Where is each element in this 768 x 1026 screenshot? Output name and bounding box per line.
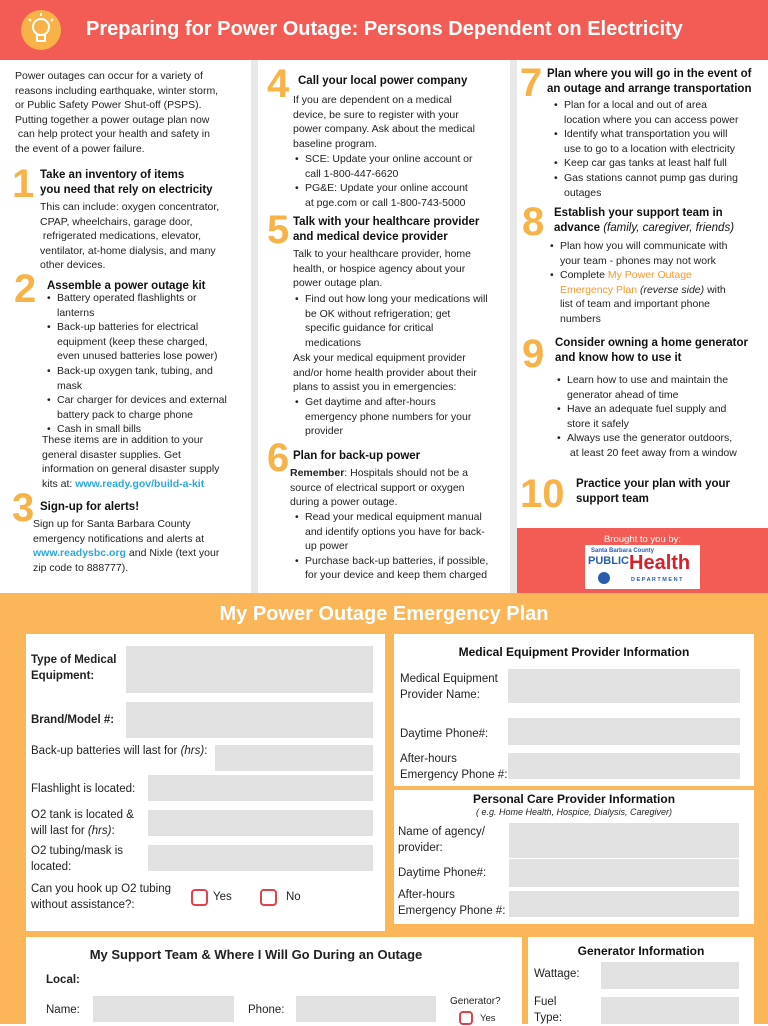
step-number-9: 9 (522, 332, 545, 376)
column-left (0, 60, 251, 593)
batteries-label: Back-up batteries will last for (hrs): (31, 745, 208, 757)
public-health-logo: Santa Barbara County PUBLIC Health D E P A R T M E N T (585, 545, 700, 589)
flashlight-label: Flashlight is located: (31, 783, 136, 795)
step-4-title: Call your local power company (298, 75, 468, 87)
step-3-body: Sign up for Santa Barbara County emergency notifications and alerts at www.readysbc.org and Nixle (text your zip code to 888777). (33, 518, 220, 574)
step-7-title: Plan where you will go in the event of an outage and arrange transportation (547, 68, 752, 95)
step-2-list (47, 291, 247, 437)
list-item: • Battery operated flashlights or lanterns (47, 291, 247, 320)
page-title: Preparing for Power Outage: Persons Dependent on Electricity (86, 18, 683, 40)
list-item: • Plan how you will communicate with your team - phones may not work (550, 239, 766, 268)
type-field[interactable] (126, 646, 373, 693)
step-number-2: 2 (14, 267, 37, 311)
medical-provider-title: Medical Equipment Provider Information (458, 645, 690, 659)
daytime-phone-field[interactable] (508, 718, 740, 745)
list-item: • Back-up batteries for electrical equipment (keep these charged, even unused batteries lose power) (47, 320, 247, 364)
personal-after-field[interactable] (509, 891, 739, 917)
header-banner (0, 0, 768, 60)
list-item: • Purchase back-up batteries, if possible, for your device and keep them charged (295, 554, 508, 583)
wattage-label: Wattage: (534, 968, 580, 980)
step-9-title: Consider owning a home generator and know how to use it (555, 337, 748, 364)
build-a-kit-link[interactable]: www.ready.gov/build-a-kit (75, 477, 205, 490)
step-4-list (295, 152, 508, 210)
step-5-list-1 (295, 292, 508, 350)
step-number-4: 4 (267, 62, 290, 106)
after-hours-label: After-hours Emergency Phone #: (400, 753, 508, 781)
o2tank-field[interactable] (148, 810, 373, 836)
yes-checkbox[interactable] (191, 889, 208, 906)
step-2-after: These items are in addition to your general disaster supplies. Get information on general disaster supply kits at: www.ready.gov/build-a-kit (42, 434, 220, 490)
step-4-body: If you are dependent on a medical device, be sure to register with your power company. Ask about the medical baseline program. (293, 94, 475, 150)
step-2-title: Assemble a power outage kit (47, 280, 206, 292)
step-5-list-2 (295, 395, 508, 439)
generator-yes-checkbox[interactable] (459, 1011, 473, 1025)
step-6-body: Remember: Hospitals should not be a source of electrical support or oxygen during a power outage. (290, 467, 469, 509)
step-number-1: 1 (12, 162, 35, 206)
list-item: • Car charger for devices and external battery pack to charge phone (47, 393, 247, 422)
seal-icon (598, 572, 610, 584)
list-item: • Always use the generator outdoors, at least 20 feet away from a window (557, 431, 767, 460)
list-item: • Back-up oxygen tank, tubing, and mask (47, 364, 247, 393)
step-8-list (550, 239, 766, 327)
step-9-list (557, 373, 767, 461)
generator-panel (528, 937, 754, 1024)
list-item: • Have an adequate fuel supply and store it safely (557, 402, 767, 431)
credit-text: Brought to you by: (603, 534, 682, 545)
provider-name-field[interactable] (508, 669, 740, 703)
step-number-7: 7 (520, 61, 543, 105)
name-label: Name: (46, 1004, 80, 1016)
phone-label: Phone: (248, 1004, 285, 1016)
personal-daytime-field[interactable] (509, 859, 739, 887)
list-item: • Find out how long your medications will be OK without refrigeration; get specific guidance for critical medications (295, 292, 508, 350)
provider-name-label: Medical Equipment Provider Name: (400, 673, 498, 701)
plan-title: My Power Outage Emergency Plan (219, 603, 549, 625)
list-item: • Complete My Power Outage Emergency Plan (reverse side) with list of team and important phone numbers (550, 268, 766, 326)
fuel-field[interactable] (601, 997, 739, 1024)
personal-after-label: After-hours Emergency Phone #: (398, 889, 506, 917)
list-item: • Plan for a local and out of area location where you can access power (554, 98, 766, 127)
generator-question: Generator? (450, 996, 501, 1007)
daytime-phone-label: Daytime Phone#: (400, 728, 489, 740)
batteries-field[interactable] (215, 745, 373, 771)
wattage-field[interactable] (601, 962, 739, 989)
medical-provider-panel (394, 634, 754, 786)
step-10-title: Practice your plan with your support team (576, 478, 731, 505)
step-number-10: 10 (520, 472, 565, 516)
personal-care-subtitle: ( e.g. Home Health, Hospice, Dialysis, Caregiver) (475, 807, 673, 817)
flashlight-field[interactable] (148, 775, 373, 801)
o2tank-label: O2 tank is located & will last for (hrs): (31, 809, 134, 837)
generator-title: Generator Information (577, 944, 705, 958)
no-label: No (286, 891, 301, 903)
step-number-6: 6 (267, 436, 290, 480)
column-divider (251, 60, 258, 593)
personal-daytime-label: Daytime Phone#: (398, 867, 487, 879)
generator-yes-label: Yes (480, 1013, 496, 1024)
step-number-8: 8 (522, 200, 545, 244)
yes-label: Yes (213, 891, 232, 903)
list-item: • Identify what transportation you will use to go to a location with electricity (554, 127, 766, 156)
credit-panel (517, 528, 768, 593)
support-phone-field[interactable] (296, 996, 436, 1022)
step-8-title: Establish your support team in advance (family, caregiver, friends) (554, 207, 735, 234)
step-5-title: Talk with your healthcare provider and medical device provider (293, 216, 480, 243)
step-5-body-2: Ask your medical equipment provider and/or home health provider about their plans to assist you in emergencies: (293, 352, 477, 394)
step-number-3: 3 (12, 486, 35, 530)
step-number-5: 5 (267, 208, 290, 252)
no-checkbox[interactable] (260, 889, 277, 906)
list-item: • Get daytime and after-hours emergency phone numbers for your provider (295, 395, 508, 439)
agency-label: Name of agency/ provider: (398, 826, 485, 854)
step-1-title: Take an inventory of items you need that rely on electricity (40, 169, 213, 196)
brand-field[interactable] (126, 702, 373, 738)
support-team-title: My Support Team & Where I Will Go During an Outage (89, 947, 423, 962)
step-1-body: This can include: oxygen concentrator, CPAP, wheelchairs, garage door, refrigerated medications, elevator, ventilator, at-home dialysis, and many other devices. (40, 201, 220, 272)
step-6-title: Plan for back-up power (293, 450, 421, 462)
list-item: • Read your medical equipment manual and identify options you have for back- up power (295, 510, 508, 554)
lightbulb-icon (20, 8, 62, 52)
intro-text: Power outages can occur for a variety of reasons including earthquake, winter storm, or Public Safety Power Shut-off (PSPS). Putting together a power outage plan now can help protect your health and safety in the event of a power failure. (15, 70, 219, 155)
after-hours-field[interactable] (508, 753, 740, 779)
readysbc-link[interactable]: www.readysbc.org (33, 547, 126, 560)
hookup-label: Can you hook up O2 tubing without assistance?: (31, 883, 172, 911)
column-right (517, 60, 768, 593)
step-5-body: Talk to your healthcare provider, home health, or hospice agency about your power outage plan. (293, 248, 472, 290)
list-item: • Keep car gas tanks at least half full (554, 156, 766, 171)
tubing-field[interactable] (148, 845, 373, 871)
column-middle (258, 60, 510, 593)
list-item: • SCE: Update your online account or call 1-800-447-6620 (295, 152, 508, 181)
type-label: Type of Medical Equipment: (31, 654, 117, 682)
agency-field[interactable] (509, 823, 739, 858)
support-name-field[interactable] (93, 996, 234, 1022)
emergency-plan-section (0, 593, 768, 1024)
local-label: Local: (46, 974, 80, 986)
support-team-panel (26, 937, 522, 1024)
step-6-list (295, 510, 508, 583)
personal-care-panel (394, 790, 754, 924)
equipment-panel (26, 634, 385, 931)
list-item: • Cash in small bills (47, 422, 247, 437)
tubing-label: O2 tubing/mask is located: (31, 845, 124, 873)
brand-label: Brand/Model #: (31, 714, 115, 726)
list-item: • PG&E: Update your online account at pge.com or call 1-800-743-5000 (295, 181, 508, 210)
personal-care-title: Personal Care Provider Information (472, 792, 676, 806)
step-7-list (554, 98, 766, 200)
list-item: • Gas stations cannot pump gas during outages (554, 171, 766, 200)
list-item: • Learn how to use and maintain the generator ahead of time (557, 373, 767, 402)
step-3-title: Sign-up for alerts! (40, 501, 140, 513)
column-divider (510, 60, 517, 593)
fuel-label: Fuel Type: (534, 996, 563, 1024)
